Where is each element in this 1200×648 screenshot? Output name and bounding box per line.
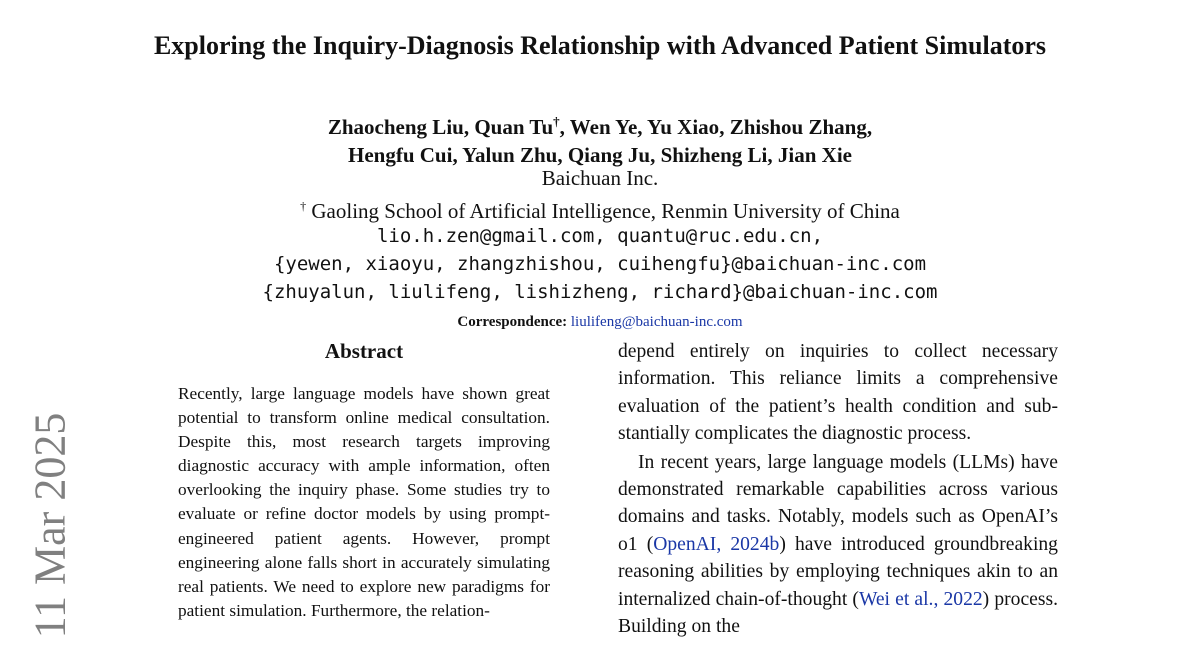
author-name: Hengfu Cui — [348, 143, 453, 167]
correspondence-email-link[interactable]: liulifeng@baichuan-inc.com — [570, 314, 743, 330]
affiliation-renmin-text: Gaoling School of Artificial Intelligence, Renmin University of China — [311, 199, 900, 223]
citation-wei-link[interactable]: Wei et al., 2022 — [858, 588, 983, 610]
affiliation-baichuan: Baichuan Inc. — [541, 166, 659, 190]
arxiv-date-text: 11 Mar 2025 — [25, 412, 75, 638]
author-line-2: Hengfu Cui, Yalun Zhu, Qiang Ju, Shizheng Li, Jian Xie — [348, 143, 852, 167]
arxiv-date-stamp — [25, 410, 75, 640]
affiliation-mark: † — [553, 114, 560, 129]
intro-column — [618, 338, 1058, 640]
author-name: Zhaocheng Liu — [327, 115, 464, 139]
abstract-text: Recently, large language models have shown great potential to transform online medical consultation. Despite this, most research targets improving diagnostic accuracy with ample information, often overlooking the inquiry phase. Some studies try to evaluate or refine doctor models by using prompt-engineered patient agents. However, prompt engineering alone falls short in accurately simulating real patients. We need to explore new paradigms for patient simulation. Furthermore, the relation- — [178, 384, 550, 620]
affiliation-renmin — [100, 192, 1100, 225]
paragraph-text: ) process. Building on the — [618, 588, 1058, 638]
author-list — [100, 108, 1100, 169]
author-line-1: Zhaocheng Liu, Quan Tu†, Wen Ye, Yu Xiao, Zhishou Zhang, — [327, 114, 873, 139]
author-name: Jian Xie — [777, 143, 852, 167]
email-line-3: {zhuyalun, liulifeng, lishizheng, richard}@baichuan-inc.com — [262, 281, 938, 303]
intro-paragraph-1: depend entirely on inquiries to collect necessary information. This reliance limits a comprehensive evaluation of the patient’s health condition and substantially complicates the diagnostic process. — [618, 341, 1058, 445]
abstract-heading: Abstract — [324, 339, 404, 363]
paragraph-text: In recent years, large language models (LLMs) have demonstrated remarkable capabilities across various domains and tasks. Notably, models such as OpenAI’s o1 ( — [618, 451, 1058, 555]
intro-paragraph-2 — [618, 449, 1058, 641]
author-name: Yu Xiao — [647, 115, 720, 139]
affiliation-mark: † — [300, 199, 307, 213]
author-name: Quan Tu — [474, 115, 554, 139]
email-line-2: {yewen, xiaoyu, zhangzhishou, cuihengfu}@baichuan-inc.com — [273, 253, 927, 275]
correspondence-label: Correspondence: — [457, 314, 568, 330]
author-name: Qiang Ju — [567, 143, 651, 167]
paper-title: Exploring the Inquiry-Diagnosis Relationship with Advanced Patient Simulators — [153, 31, 1047, 60]
correspondence — [100, 312, 1100, 332]
email-line-1: lio.h.zen@gmail.com, quantu@ruc.edu.cn, — [376, 225, 824, 247]
author-name: Shizheng Li — [660, 143, 768, 167]
author-name: Yalun Zhu — [462, 143, 558, 167]
author-name: Wen Ye — [569, 115, 638, 139]
citation-openai-link[interactable]: OpenAI, 2024b — [653, 533, 780, 555]
paragraph-text: ) have introduced groundbreaking reasoning abilities by employing techniques akin to an internalized chain-of-thought ( — [618, 533, 1058, 610]
author-name: Zhishou Zhang — [729, 115, 867, 139]
